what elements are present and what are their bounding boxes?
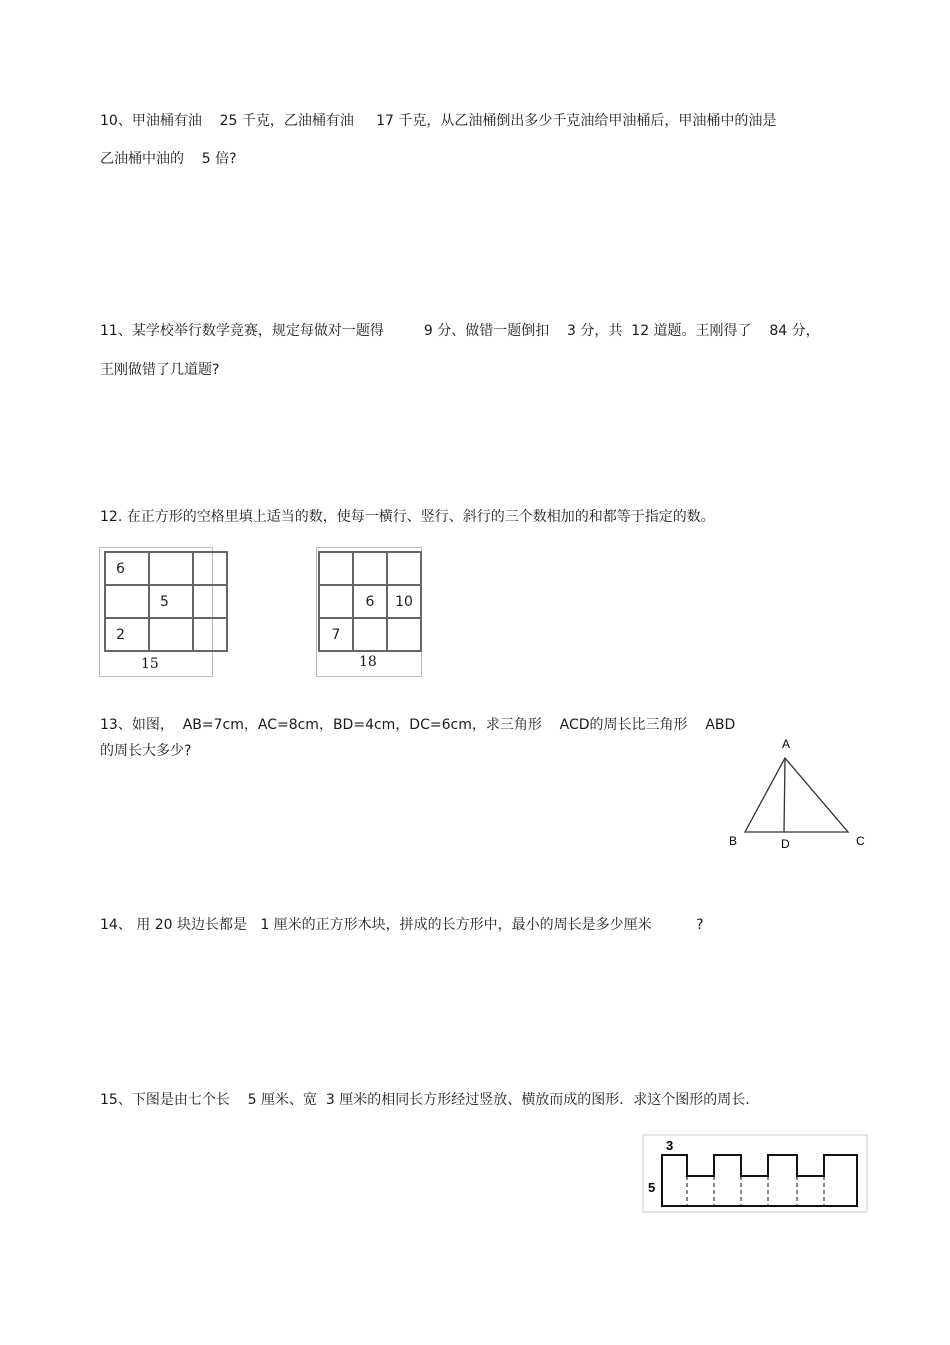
q11-line1: 11、某学校举行数学竞赛，规定每做对一题得 9 分、做错一题倒扣 3 分，共 12 道题。王刚得了 84 分， — [100, 323, 820, 339]
q10-line2: 乙油桶中油的 5 倍? — [100, 151, 237, 167]
q13-line1: 13、如图， AB=7cm，AC=8cm，BD=4cm，DC=6cm，求三角形 ACD的周长比三角形 ABD — [100, 717, 736, 733]
q15-text: 15、下图是由七个长 5 厘米、宽 3 厘米的相同长方形经过竖放、横放而成的图形．求这个图形的周长. — [100, 1092, 750, 1108]
figure-frame — [643, 1135, 867, 1212]
point-label-d: D — [781, 837, 790, 851]
grid2-cell — [387, 552, 421, 585]
grid2-cell: 10 — [387, 585, 421, 618]
grid1-cell — [149, 552, 193, 585]
grid2-cell — [319, 552, 353, 585]
height-label: 5 — [648, 1180, 656, 1195]
magic-square-1 — [104, 551, 228, 652]
grid2-cell — [387, 618, 421, 651]
q10-line1: 10、甲油桶有油 25 千克，乙油桶有油 17 千克，从乙油桶倒出多少千克油给甲油桶后，甲油桶中的油是 — [100, 113, 777, 129]
grid1-cell: 6 — [105, 552, 149, 585]
grid1-cell — [105, 585, 149, 618]
grid2-cell: 6 — [353, 585, 387, 618]
vertex-label-c: C — [856, 834, 865, 848]
triangle-figure — [720, 730, 880, 860]
magic-square-2 — [318, 551, 422, 652]
grid1-cell — [193, 552, 227, 585]
grid1-cell — [193, 585, 227, 618]
figure-outline — [662, 1155, 857, 1206]
grid2-cell: 7 — [319, 618, 353, 651]
grid1-cell: 5 — [149, 585, 193, 618]
width-label: 3 — [666, 1138, 674, 1153]
rectangles-figure — [642, 1134, 868, 1214]
triangle-abc — [745, 758, 848, 832]
grid2-cell — [353, 552, 387, 585]
vertex-label-a: A — [782, 737, 791, 751]
vertex-label-b: B — [729, 834, 738, 848]
segment-ad — [784, 758, 785, 832]
grid2-cell — [319, 585, 353, 618]
grid2-cell — [353, 618, 387, 651]
grid1-sum-label: 15 — [141, 656, 159, 672]
grid1-cell — [149, 618, 193, 651]
q13-line2: 的周长大多少? — [100, 743, 192, 759]
q11-line2: 王刚做错了几道题? — [100, 362, 220, 378]
q14-text: 14、 用 20 块边长都是 1 厘米的正方形木块，拼成的长方形中，最小的周长是多少厘米 ? — [100, 917, 704, 933]
grid2-sum-label: 18 — [359, 654, 377, 670]
grid1-cell: 2 — [105, 618, 149, 651]
q12-text: 12. 在正方形的空格里填上适当的数，使每一横行、竖行、斜行的三个数相加的和都等于指定的数。 — [100, 509, 715, 525]
grid1-cell — [193, 618, 227, 651]
